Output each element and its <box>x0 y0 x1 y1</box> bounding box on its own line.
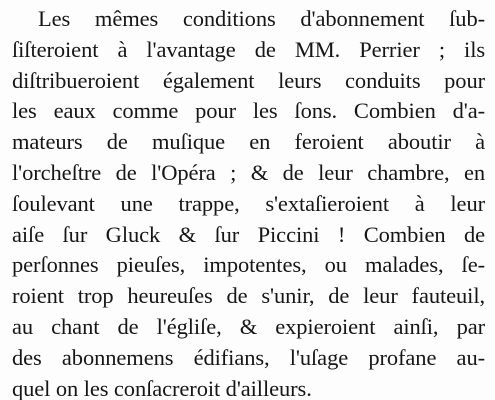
text-line-9: perſonnes pieuſes, impotentes, ou malades, ſe- <box>12 252 485 278</box>
text-line-10: roient trop heureuſes de s'unir, de leur fauteuil, <box>12 283 485 309</box>
text-line-13: quel on les conſacreroit d'ailleurs. <box>12 375 312 400</box>
text-line-11: au chant de l'égliſe, & expieroient ainſi, par <box>12 313 485 339</box>
text-line-8: aiſe ſur Gluck & ſur Piccini ! Combien de <box>12 221 485 247</box>
text-line-2: ſiſteroient à l'avantage de MM. Perrier ; ils <box>12 36 485 62</box>
text-line-7: ſoulevant une trappe, s'extaſieroient à leur <box>12 190 485 216</box>
text-line-12: des abonnemens édifians, l'uſage profane au- <box>12 344 485 370</box>
text-line-6: l'orcheſtre de l'Opéra ; & de leur chambre, en <box>12 159 485 185</box>
text-line-5: mateurs de muſique en feroient aboutir à <box>12 129 485 155</box>
text-line-4: les eaux comme pour les ſons. Combien d'a- <box>12 98 485 124</box>
paragraph <box>12 4 485 400</box>
text-line-1: Les mêmes conditions d'abonnement ſub- <box>38 6 485 31</box>
text-line-3: diſtribueroient également leurs conduits pour <box>12 67 485 93</box>
